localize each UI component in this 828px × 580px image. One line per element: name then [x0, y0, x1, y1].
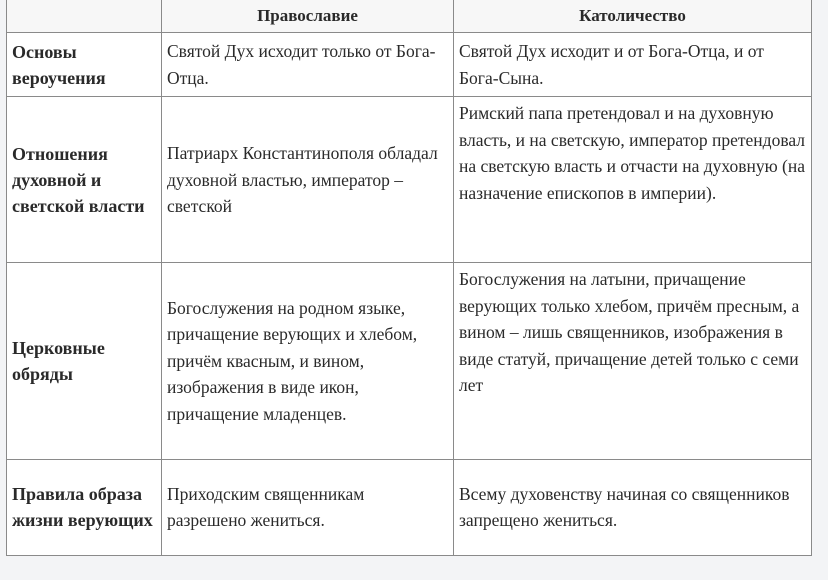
cell-catholic-power: Римский папа претендовал и на духовную власть, и на светскую, император претендовал на светскую власть и отчасти на духовную (на назначение епископов в империи). — [454, 97, 812, 263]
row-label-rites: Церковные обряды — [7, 263, 162, 459]
header-corner-cell — [7, 0, 162, 33]
table-row — [7, 263, 812, 459]
table-header-row — [7, 0, 812, 33]
row-label-power: Отношения духовной и светской власти — [7, 97, 162, 263]
header-orthodoxy: Православие — [162, 0, 454, 33]
cell-orthodox-lifestyle: Приходским священникам разрешено жениться. — [162, 459, 454, 555]
cell-orthodox-doctrine: Святой Дух исходит только от Бога-Отца. — [162, 33, 454, 97]
cell-orthodox-rites: Богослужения на родном языке, причащение верующих и хлебом, причём квасным, и вином, изображения в виде икон, причащение младенцев. — [162, 263, 454, 459]
cell-catholic-doctrine: Святой Дух исходит и от Бога-Отца, и от Бога-Сына. — [454, 33, 812, 97]
cell-catholic-rites: Богослужения на латыни, причащение верующих только хлебом, причём пресным, а вином – лишь священников, изображения в виде статуй, причащение детей только с семи лет — [454, 263, 812, 459]
row-label-doctrine: Основы вероучения — [7, 33, 162, 97]
header-catholicism: Католичество — [454, 0, 812, 33]
table-row — [7, 459, 812, 555]
bottom-margin — [0, 556, 828, 580]
comparison-table — [6, 0, 812, 556]
cell-catholic-lifestyle: Всему духовенству начиная со священников запрещено жениться. — [454, 459, 812, 555]
row-label-lifestyle: Правила образа жизни верующих — [7, 459, 162, 555]
table-row — [7, 33, 812, 97]
cell-orthodox-power: Патриарх Константинополя обладал духовной властью, император – светской — [162, 97, 454, 263]
table-row — [7, 97, 812, 263]
